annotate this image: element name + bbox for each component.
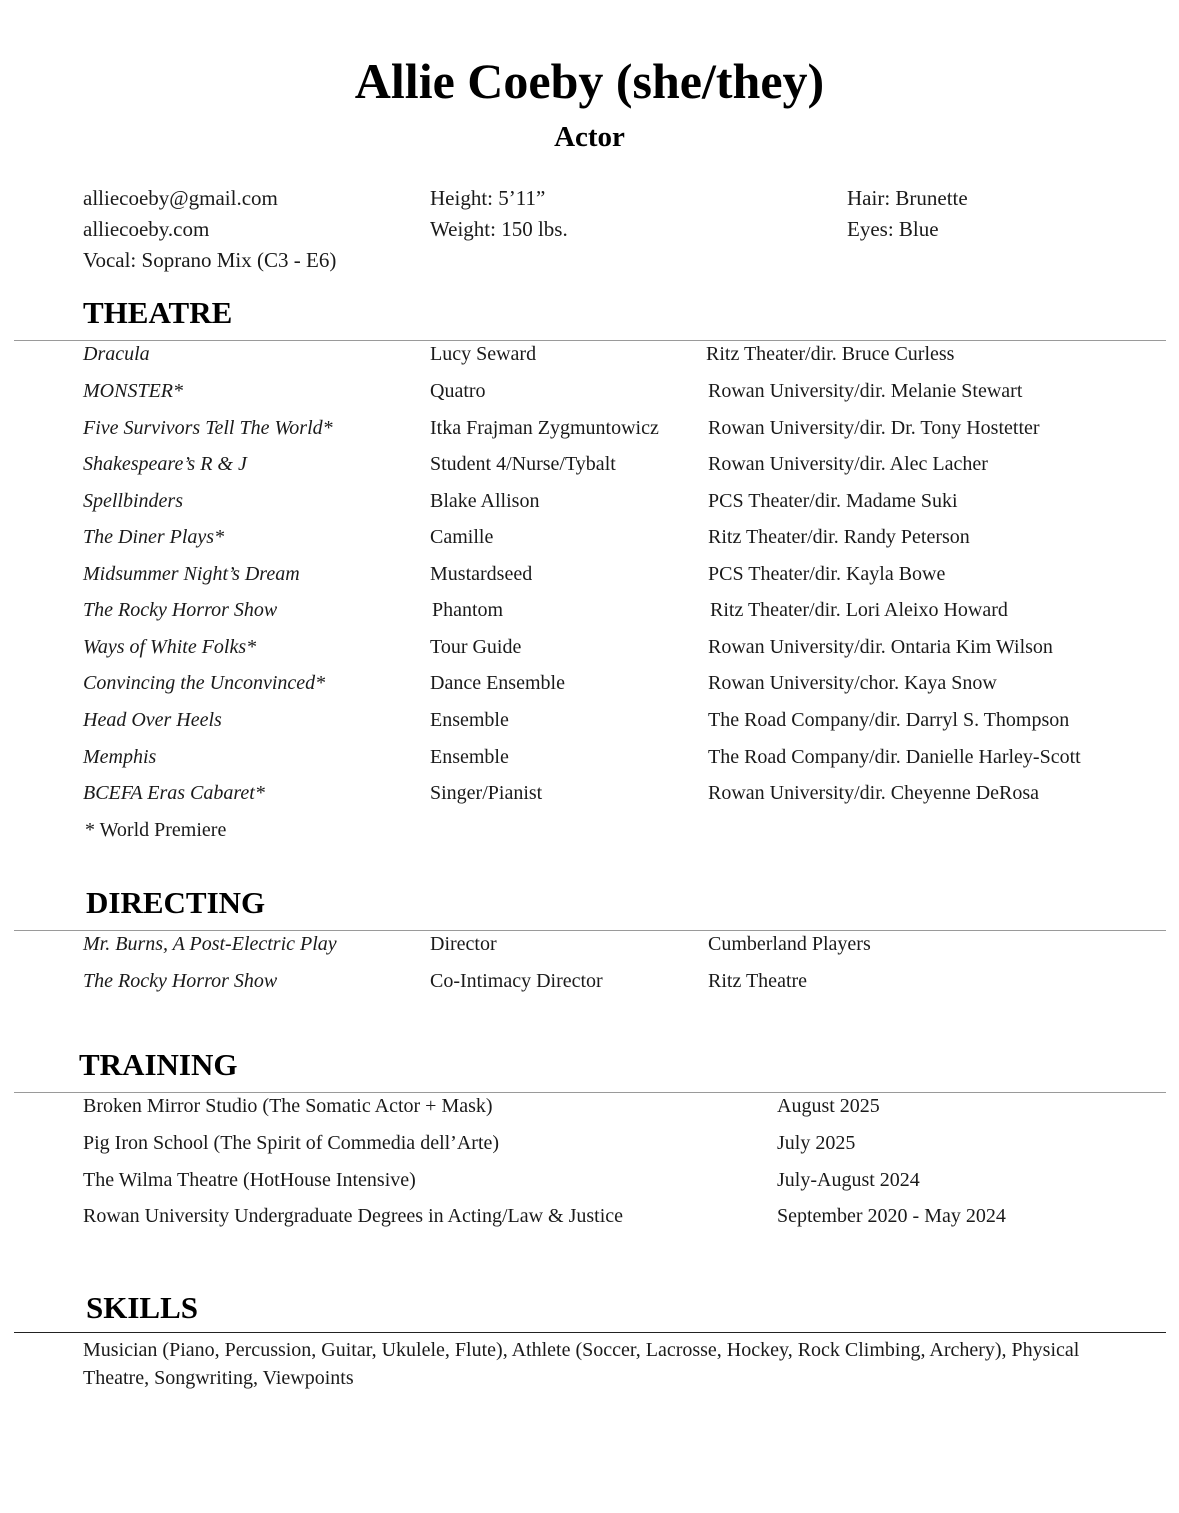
role: Singer/Pianist [430, 782, 543, 804]
venue: PCS Theater/dir. Madame Suki [708, 490, 958, 512]
theatre-row [0, 636, 1179, 666]
role: Director [430, 933, 497, 955]
show-title: MONSTER* [83, 380, 183, 402]
training-program: Broken Mirror Studio (The Somatic Actor + Mask) [83, 1095, 493, 1117]
show-title: Midsummer Night’s Dream [83, 563, 300, 585]
height: Height: 5’11” [430, 186, 546, 210]
role: Blake Allison [430, 490, 540, 512]
role: Mustardseed [430, 563, 533, 585]
show-title: Convincing the Unconvinced* [83, 672, 326, 694]
venue: PCS Theater/dir. Kayla Bowe [708, 563, 946, 585]
venue: Rowan University/dir. Alec Lacher [708, 453, 988, 475]
training-row [0, 1095, 1179, 1125]
show-title: Memphis [83, 746, 157, 768]
theatre-row [0, 599, 1179, 629]
venue: Rowan University/chor. Kaya Snow [708, 672, 997, 694]
theatre-row [0, 380, 1179, 410]
show-title: Mr. Burns, A Post-Electric Play [83, 933, 337, 955]
theatre-divider [14, 340, 1166, 341]
training-program: Pig Iron School (The Spirit of Commedia dell’Arte) [83, 1132, 500, 1154]
role: Dance Ensemble [430, 672, 565, 694]
show-title: The Rocky Horror Show [83, 599, 278, 621]
contact-column-right [847, 183, 968, 245]
training-divider [14, 1092, 1166, 1093]
show-title: Ways of White Folks* [83, 636, 257, 658]
show-title: The Diner Plays* [83, 526, 225, 548]
vocal-range: Vocal: Soprano Mix (C3 - E6) [83, 248, 337, 272]
venue: Rowan University/dir. Melanie Stewart [708, 380, 1023, 402]
role: Camille [430, 526, 494, 548]
venue: Rowan University/dir. Dr. Tony Hostetter [708, 417, 1040, 439]
show-title: Dracula [83, 343, 150, 365]
venue: Cumberland Players [708, 933, 871, 955]
contact-column-middle [430, 183, 568, 245]
show-title: Head Over Heels [83, 709, 222, 731]
resume-title: Actor [554, 121, 625, 153]
eyes: Eyes: Blue [847, 217, 939, 241]
resume-name: Allie Coeby (she/they) [354, 53, 825, 109]
theatre-row [0, 343, 1179, 373]
role: Ensemble [430, 746, 509, 768]
directing-divider [14, 930, 1166, 931]
hair: Hair: Brunette [847, 186, 968, 210]
theatre-row [0, 563, 1179, 593]
role: Tour Guide [430, 636, 522, 658]
venue: The Road Company/dir. Danielle Harley-Scott [708, 746, 1081, 768]
show-title: Five Survivors Tell The World* [83, 417, 333, 439]
theatre-row [0, 417, 1179, 447]
role: Itka Frajman Zygmuntowicz [430, 417, 659, 439]
venue: Ritz Theatre [708, 970, 808, 992]
directing-row [0, 933, 1179, 963]
skills-divider [14, 1332, 1166, 1333]
directing-heading: DIRECTING [86, 885, 266, 920]
website[interactable]: alliecoeby.com [83, 217, 210, 241]
skills-text: Musician (Piano, Percussion, Guitar, Ukulele, Flute), Athlete (Soccer, Lacrosse, Hockey, Rock Climbing, Archery), Physical Theatre, Songwriting, Viewpoints [83, 1339, 1080, 1389]
skills-heading: SKILLS [86, 1290, 199, 1325]
theatre-row [0, 709, 1179, 739]
training-date: September 2020 - May 2024 [777, 1205, 1006, 1227]
theatre-row [0, 453, 1179, 483]
contact-column-left [83, 183, 336, 276]
venue: Rowan University/dir. Cheyenne DeRosa [708, 782, 1040, 804]
training-heading: TRAINING [79, 1047, 238, 1082]
role: Quatro [430, 380, 486, 402]
training-date: August 2025 [777, 1095, 880, 1117]
show-title: The Rocky Horror Show [83, 970, 278, 992]
venue: Ritz Theater/dir. Bruce Curless [706, 343, 955, 365]
theatre-row [0, 746, 1179, 776]
theatre-row [0, 490, 1179, 520]
theatre-heading: THEATRE [83, 295, 233, 330]
theatre-row [0, 526, 1179, 556]
role: Lucy Seward [430, 343, 537, 365]
role: Ensemble [430, 709, 509, 731]
training-program: The Wilma Theatre (HotHouse Intensive) [83, 1169, 416, 1191]
theatre-row [0, 672, 1179, 702]
venue: Ritz Theater/dir. Randy Peterson [708, 526, 970, 548]
theatre-row [0, 782, 1179, 812]
venue: Ritz Theater/dir. Lori Aleixo Howard [710, 599, 1008, 621]
show-title: Shakespeare’s R & J [83, 453, 247, 475]
venue: Rowan University/dir. Ontaria Kim Wilson [708, 636, 1053, 658]
training-row [0, 1169, 1179, 1199]
world-premiere-footnote: * World Premiere [85, 819, 227, 841]
venue: The Road Company/dir. Darryl S. Thompson [708, 709, 1070, 731]
training-row [0, 1205, 1179, 1235]
training-date: July-August 2024 [777, 1169, 920, 1191]
role: Student 4/Nurse/Tybalt [430, 453, 616, 475]
training-program: Rowan University Undergraduate Degrees in Acting/Law & Justice [83, 1205, 624, 1227]
directing-row [0, 970, 1179, 1000]
role: Phantom [432, 599, 504, 621]
weight: Weight: 150 lbs. [430, 217, 568, 241]
show-title: BCEFA Eras Cabaret* [83, 782, 265, 804]
training-date: July 2025 [777, 1132, 856, 1154]
role: Co-Intimacy Director [430, 970, 603, 992]
training-row [0, 1132, 1179, 1162]
show-title: Spellbinders [83, 490, 183, 512]
email[interactable]: alliecoeby@gmail.com [83, 186, 278, 210]
